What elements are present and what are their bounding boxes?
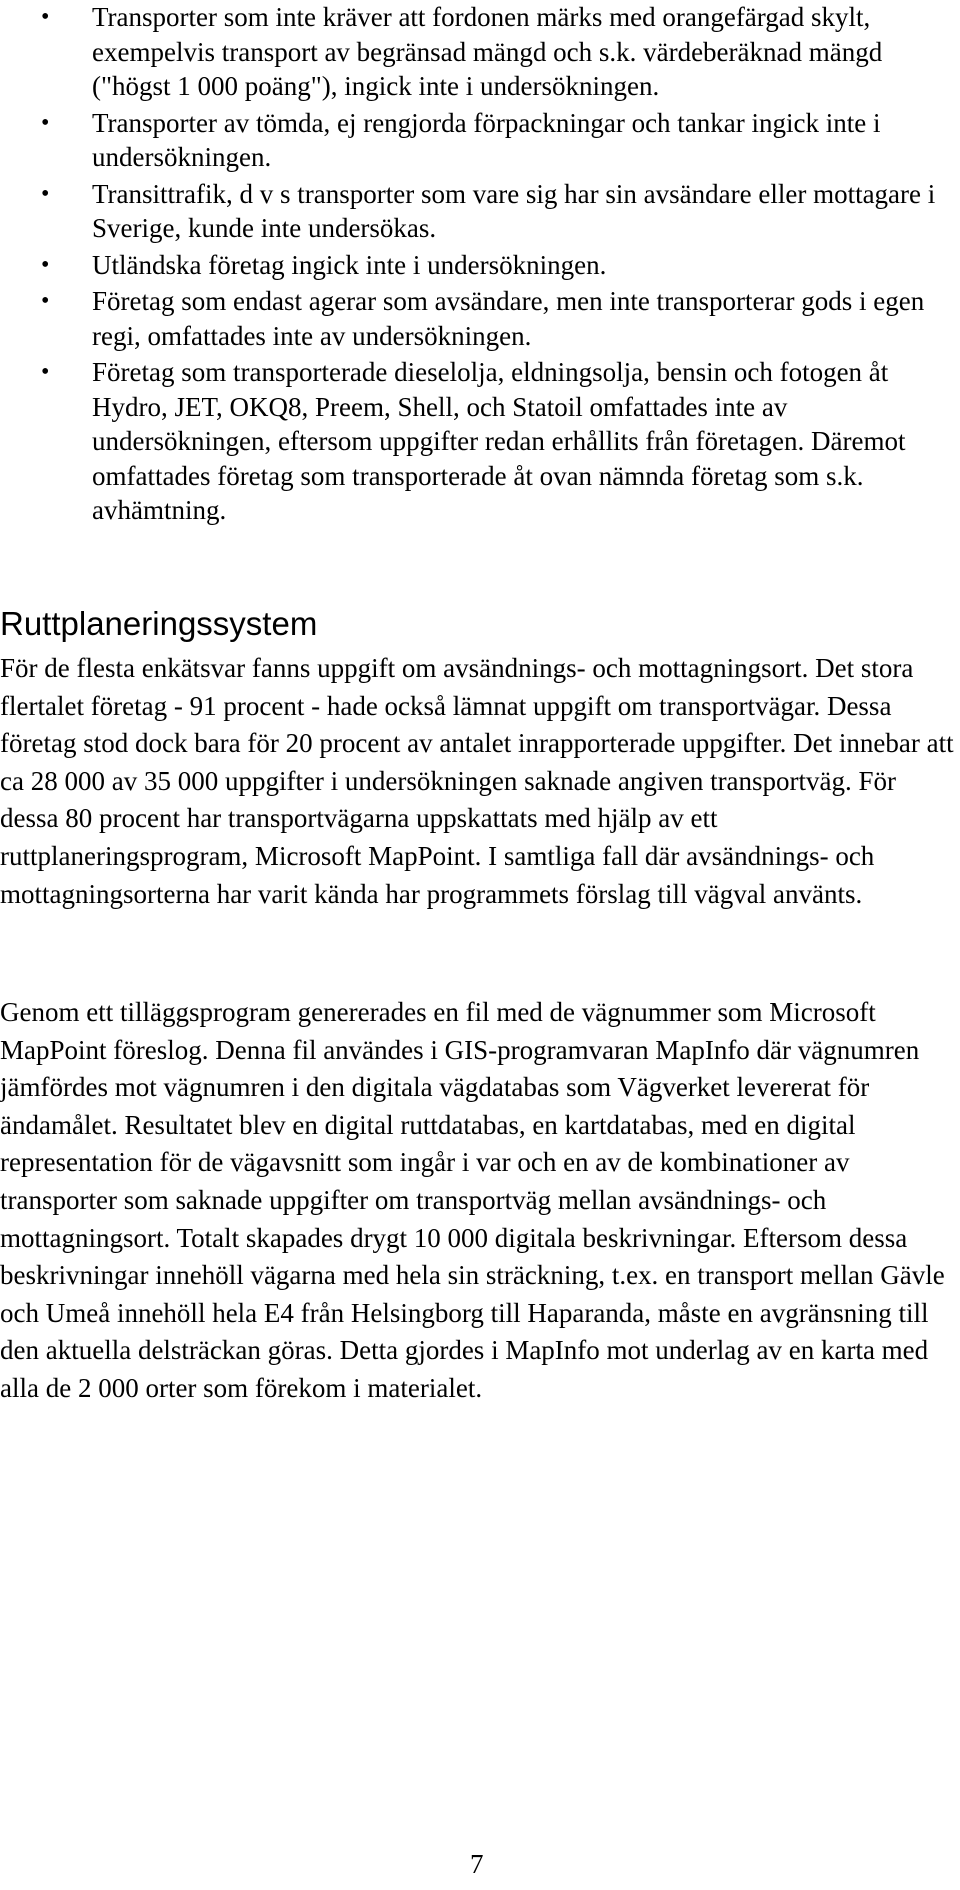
bullet-text: Företag som endast agerar som avsändare, men inte transporterar gods i egen regi, omfattades inte av undersökningen.	[92, 286, 925, 351]
page-number: 7	[470, 1849, 484, 1879]
bullet-text: Transporter av tömda, ej rengjorda förpackningar och tankar ingick inte i undersökningen.	[92, 107, 881, 172]
bullet-dot-icon: •	[41, 180, 50, 207]
bullet-text: Företag som transporterade dieselolja, eldningsolja, bensin och fotogen åt Hydro, JET, OKQ8, Preem, Shell, och Statoil omfattades inte av undersökningen, eftersom uppgifter redan erhållits från företagen. Däremot omfattades företag som transporterade åt ovan nämnda företag som s.k. avhämtning.	[92, 357, 906, 525]
bullet-dot-icon: •	[41, 288, 50, 314]
bullet-dot-icon: •	[41, 4, 50, 30]
bullet-item	[0, 177, 960, 246]
exclusions-bullet-list	[0, 0, 960, 530]
bullet-item	[0, 106, 960, 175]
section-heading: Ruttplaneringssystem	[0, 605, 318, 642]
bullet-dot-icon: •	[41, 109, 50, 136]
bullet-item	[0, 0, 960, 104]
bullet-dot-icon: •	[41, 359, 50, 385]
bullet-text: Transporter som inte kräver att fordonen märks med orangefärgad skylt, exempelvis transport av begränsad mängd och s.k. värdeberäknad mängd ("högst 1 000 poäng"), ingick inte i undersökningen.	[92, 2, 883, 101]
bullet-item	[0, 355, 960, 528]
bullet-text: Utländska företag ingick inte i undersökningen.	[92, 249, 607, 280]
bullet-text: Transittrafik, d v s transporter som vare sig har sin avsändare eller mottagare i Sverige, kunde inte undersökas.	[92, 178, 936, 243]
body-paragraph-route-data: För de flesta enkätsvar fanns uppgift om avsändnings- och mottagningsort. Det stora flertalet företag - 91 procent - hade också lämnat uppgift om transportvägar. Dessa företag stod dock bara för 20 procent av antalet inrapporterade uppgifter. Det innebar att ca 28 000 av 35 000 uppgifter i undersökningen saknade angiven transportväg. För dessa 80 procent har transportvägarna uppskattats med hjälp av ett ruttplaneringsprogram, Microsoft MapPoint. I samtliga fall där avsändnings- och mottagningsorterna har varit kända har programmets förslag till vägval använts.	[0, 653, 954, 909]
bullet-item	[0, 248, 960, 283]
body-paragraph-gis-processing: Genom ett tilläggsprogram genererades en fil med de vägnummer som Microsoft MapPoint föreslog. Denna fil användes i GIS-programvaran MapInfo där vägnumren jämfördes mot vägnumren i den digitala vägdatabas som Vägverket levererat för ändamålet. Resultatet blev en digital ruttdatabas, en kartdatabas, med en digital representation för de vägavsnitt som ingår i var och en av de kombinationer av transporter som saknade uppgifter om transportväg mellan avsändnings- och mottagningsort. Totalt skapades drygt 10 000 digitala beskrivningar. Eftersom dessa beskrivningar innehöll vägarna med hela sin sträckning, t.ex. en transport mellan Gävle och Umeå innehöll hela E4 från Helsingborg till Haparanda, måste en avgränsning till den aktuella delsträckan göras. Detta gjordes i MapInfo mot underlag av en karta med alla de 2 000 orter som förekom i materialet.	[0, 997, 945, 1403]
bullet-dot-icon: •	[41, 251, 50, 278]
bullet-item	[0, 284, 960, 353]
